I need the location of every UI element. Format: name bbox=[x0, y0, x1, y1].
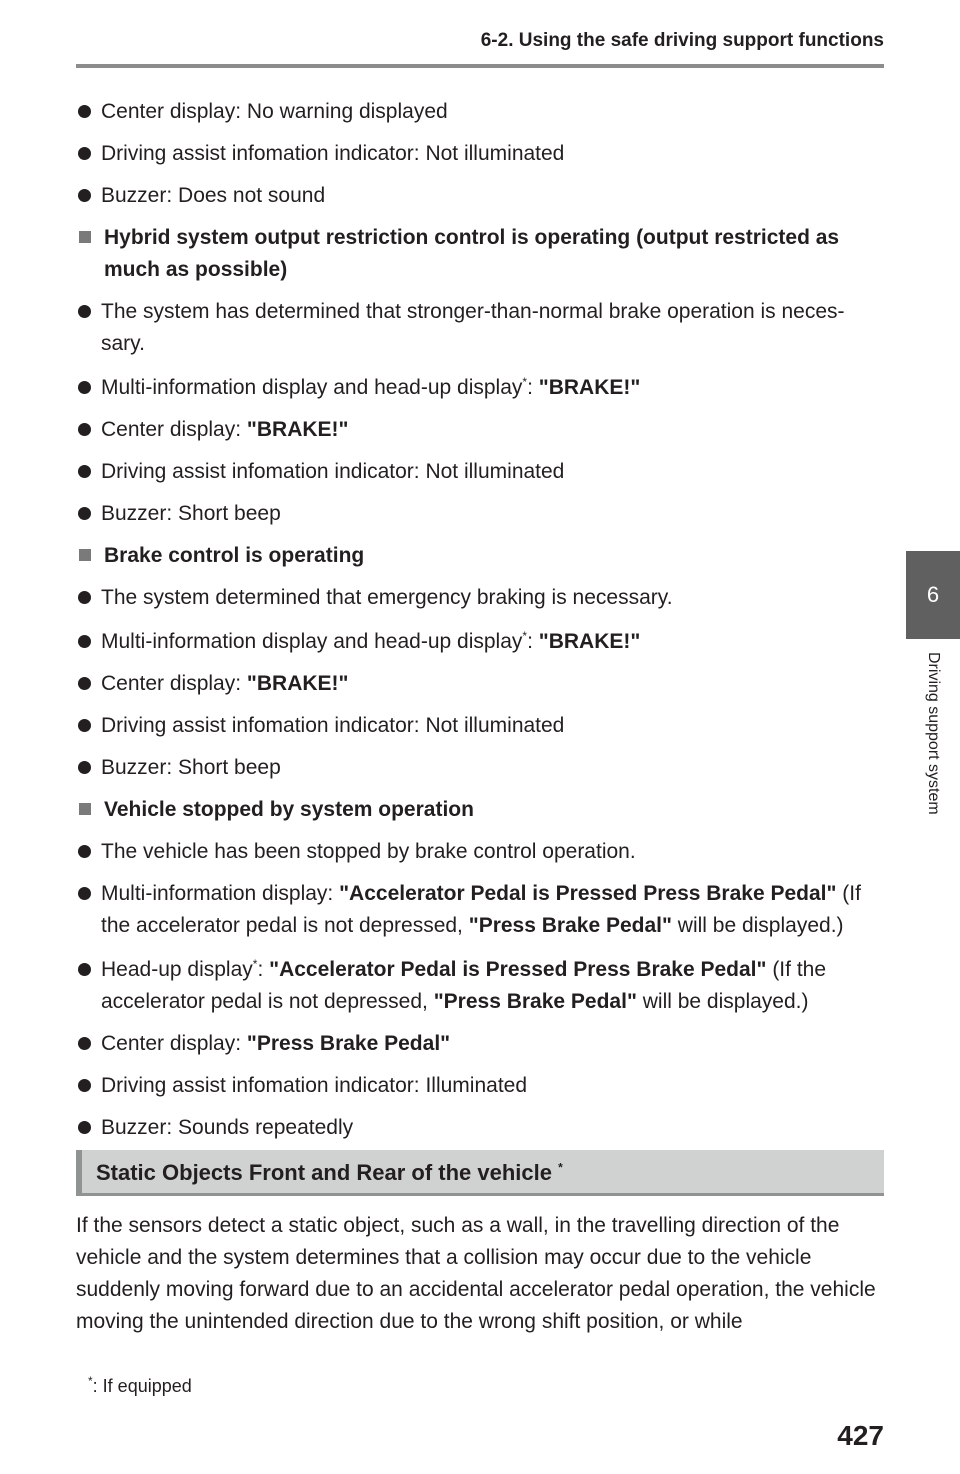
item-text: Buzzer: Short beep bbox=[101, 502, 281, 525]
item-prefix: Multi-information display: bbox=[101, 882, 340, 905]
footnote-marker: * bbox=[558, 1160, 563, 1175]
list-item bbox=[76, 1070, 884, 1102]
item-text: The system has determined that stronger-than-normal brake operation is neces-sary. bbox=[101, 300, 845, 355]
item-bold: "Press Brake Pedal" bbox=[246, 1032, 451, 1055]
subheading-text: Brake control is operating bbox=[104, 544, 365, 567]
list-item bbox=[76, 296, 884, 360]
footnote-text: : If equipped bbox=[92, 1376, 192, 1396]
list-item bbox=[76, 752, 884, 784]
footnote-marker: * bbox=[252, 957, 258, 971]
footnote bbox=[88, 1376, 192, 1397]
list-item bbox=[76, 96, 884, 128]
item-bold: "BRAKE!" bbox=[246, 672, 349, 695]
footnote-marker: * bbox=[522, 375, 528, 389]
item-prefix: Center display: bbox=[101, 1032, 247, 1055]
item-text: Buzzer: Sounds repeatedly bbox=[101, 1116, 354, 1139]
list-item bbox=[76, 1112, 884, 1144]
item-text: Buzzer: Short beep bbox=[101, 756, 281, 779]
item-suffix-2: will be displayed.) bbox=[671, 914, 844, 937]
item-text: Buzzer: Does not sound bbox=[101, 184, 326, 207]
item-bold: "BRAKE!" bbox=[538, 376, 641, 399]
section-heading bbox=[76, 1150, 884, 1196]
item-text: The system determined that emergency braking is necessary. bbox=[101, 586, 673, 609]
item-bold-2: "Press Brake Pedal" bbox=[433, 990, 637, 1013]
item-text: Driving assist infomation indicator: Not illuminated bbox=[101, 714, 565, 737]
item-text: Driving assist infomation indicator: Not illuminated bbox=[101, 142, 565, 165]
item-bold: "BRAKE!" bbox=[246, 418, 349, 441]
item-bold: "BRAKE!" bbox=[538, 630, 641, 653]
item-prefix: Center display: bbox=[101, 672, 247, 695]
list-item bbox=[76, 668, 884, 700]
item-suffix-2: will be displayed.) bbox=[636, 990, 809, 1013]
item-mid: : bbox=[527, 376, 539, 399]
list-item bbox=[76, 414, 884, 446]
body-paragraph: If the sensors detect a static object, such as a wall, in the travelling direction of the vehicle and the system determines that a collision may occur due to the vehicle suddenly moving forward due to an accidental accelerator pedal operation, the vehicle moving the unintended direction due to the wrong shift position, or while bbox=[76, 1214, 876, 1333]
footnote-marker: * bbox=[522, 629, 528, 643]
item-prefix: Head-up display bbox=[101, 958, 253, 981]
list-item bbox=[76, 954, 884, 1018]
item-text: Driving assist infomation indicator: Illuminated bbox=[101, 1074, 528, 1097]
chapter-label: Driving support system bbox=[925, 652, 942, 815]
list-item bbox=[76, 372, 884, 404]
running-header: 6-2. Using the safe driving support functions bbox=[480, 30, 884, 51]
item-prefix: Multi-information display and head-up display bbox=[101, 376, 523, 399]
item-bold-2: "Press Brake Pedal" bbox=[468, 914, 672, 937]
page-number: 427 bbox=[837, 1420, 884, 1451]
list-item bbox=[76, 626, 884, 658]
item-text: Center display: No warning displayed bbox=[101, 100, 448, 123]
item-suffix: (If the accelerator pedal is not depressed, bbox=[101, 958, 827, 1013]
chapter-tab: 6 bbox=[906, 551, 960, 639]
list-item bbox=[76, 582, 884, 614]
list-item bbox=[76, 180, 884, 212]
list-item bbox=[76, 710, 884, 742]
section-title: Static Objects Front and Rear of the vehicle bbox=[96, 1160, 552, 1185]
subheading bbox=[76, 794, 884, 826]
list-item bbox=[76, 138, 884, 170]
footnote-marker: * bbox=[88, 1374, 93, 1388]
list-item bbox=[76, 878, 884, 942]
list-item bbox=[76, 1028, 884, 1060]
content-list bbox=[76, 96, 884, 1144]
subheading bbox=[76, 540, 884, 572]
item-mid: : bbox=[527, 630, 539, 653]
subheading bbox=[76, 222, 884, 286]
list-item bbox=[76, 498, 884, 530]
item-prefix: Multi-information display and head-up display bbox=[101, 630, 523, 653]
item-bold: "Accelerator Pedal is Pressed Press Brake Pedal" bbox=[339, 882, 837, 905]
list-item bbox=[76, 456, 884, 488]
item-suffix: (If the accelerator pedal is not depressed, bbox=[101, 882, 861, 937]
item-text: Driving assist infomation indicator: Not illuminated bbox=[101, 460, 565, 483]
list-item bbox=[76, 836, 884, 868]
header-rule bbox=[76, 64, 884, 68]
item-bold: "Accelerator Pedal is Pressed Press Brake Pedal" bbox=[269, 958, 767, 981]
item-prefix: Center display: bbox=[101, 418, 247, 441]
item-mid: : bbox=[257, 958, 270, 981]
subheading-text: Vehicle stopped by system operation bbox=[104, 798, 474, 821]
subheading-text: Hybrid system output restriction control is operating (output restricted as much as possible) bbox=[104, 226, 840, 281]
item-text: The vehicle has been stopped by brake control operation. bbox=[101, 840, 636, 863]
